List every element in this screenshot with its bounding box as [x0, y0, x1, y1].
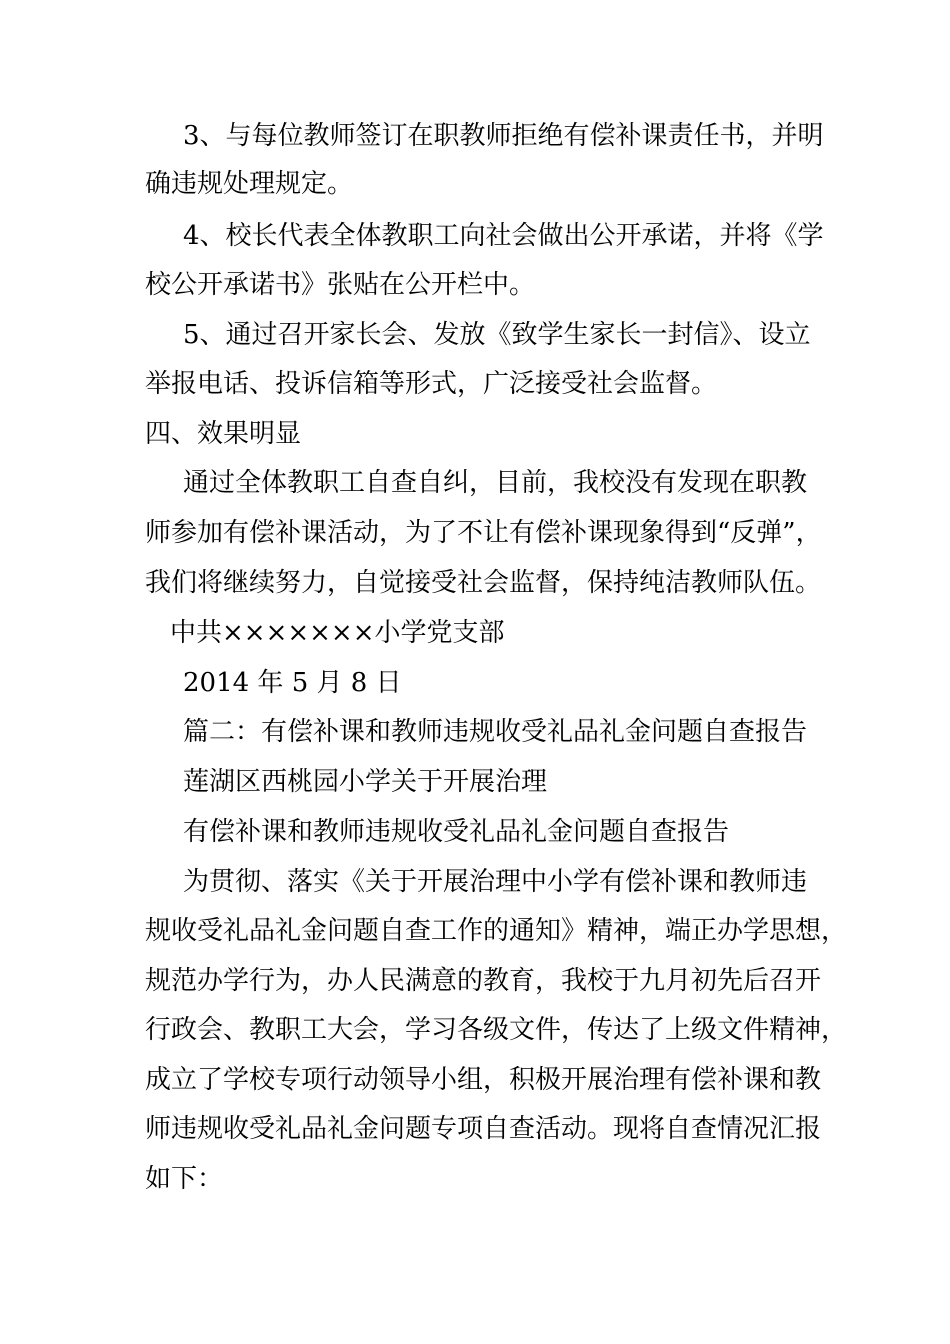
article-title: 篇二：有偿补课和教师违规收受礼品礼金问题自查报告	[183, 717, 808, 747]
paragraph-line: 确违规处理规定。	[145, 169, 354, 199]
report-title-line: 莲湖区西桃园小学关于开展治理	[183, 767, 548, 797]
paragraph-line: 师参加有偿补课活动，为了不让有偿补课现象得到“反弹”，	[145, 518, 822, 548]
paragraph-line: 如下：	[145, 1164, 224, 1194]
paragraph-line: 规范办学行为，办人民满意的教育，我校于九月初先后召开	[145, 966, 822, 996]
paragraph-line: 师违规收受礼品礼金问题专项自查活动。现将自查情况汇报	[145, 1114, 822, 1144]
paragraph-line: 规收受礼品礼金问题自查工作的通知》精神，端正办学思想，	[145, 916, 848, 946]
date-line: 2014 年 5 月 8 日	[183, 668, 402, 698]
paragraph-line: 为贯彻、落实《关于开展治理中小学有偿补课和教师违	[183, 867, 808, 897]
paragraph-line: 我们将继续努力，自觉接受社会监督，保持纯洁教师队伍。	[145, 568, 822, 598]
paragraph-line: 通过全体教职工自查自纠，目前，我校没有发现在职教	[183, 468, 808, 498]
paragraph-line: 3、与每位教师签订在职教师拒绝有偿补课责任书，并明	[183, 121, 824, 151]
paragraph-line: 举报电话、投诉信箱等形式，广泛接受社会监督。	[145, 369, 718, 399]
paragraph-line: 校公开承诺书》张贴在公开栏中。	[145, 270, 536, 300]
paragraph-line: 5、通过召开家长会、发放《致学生家长一封信》、设立	[183, 320, 811, 350]
signature-line: 中共×××××××小学党支部	[170, 618, 505, 648]
section-heading: 四、效果明显	[145, 419, 302, 449]
paragraph-line: 4、校长代表全体教职工向社会做出公开承诺，并将《学	[183, 221, 824, 251]
paragraph-line: 行政会、教职工大会，学习各级文件，传达了上级文件精神，	[145, 1015, 848, 1045]
report-title-line: 有偿补课和教师违规收受礼品礼金问题自查报告	[183, 817, 730, 847]
paragraph-line: 成立了学校专项行动领导小组，积极开展治理有偿补课和教	[145, 1065, 822, 1095]
